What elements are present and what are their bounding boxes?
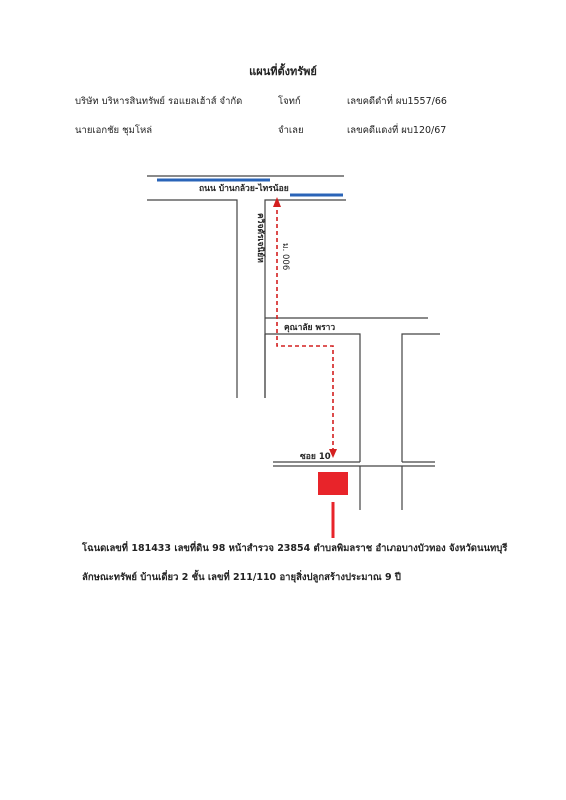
property-info: ลักษณะทรัพย์ บ้านเดี่ยว 2 ชั้น เลขที่ 211/110 อายุสิ่งปลูกสร้างประมาณ 9 ปี [82,572,401,583]
defendant-name: นายเอกชัย ชุมโหล่ [75,125,153,136]
plaintiff-role: โจทก์ [278,96,301,107]
main-road [147,176,346,398]
soi-label: ซอย 10 [300,452,331,462]
property-marker [318,472,348,495]
soi-road [273,462,435,510]
red-case-number: เลขคดีแดงที่ ผบ120/67 [347,125,447,136]
deed-info: โฉนดเลขที่ 181433 เลขที่ดิน 98 หน้าสำรวจ 23854 ตำบลพิมลราช อำเภอบางบัวทอง จังหวัดนนทบุรี [82,543,508,554]
cross-road [265,318,440,462]
cross-road-label: คุณาลัย พราว [284,323,336,333]
plaintiff-name: บริษัท บริหารสินทรัพย์ รอแยลเฮ้าส์ จำกัด [75,96,243,107]
black-case-number: เลขคดีดำที่ ผบ1557/66 [347,96,447,107]
page-title: แผนที่ตั้งทรัพย์ [249,65,317,78]
main-road-label: ถนน บ้านกล้วย-ไทรน้อย [199,184,289,194]
distance-label: ม. 006 [280,243,290,271]
vertical-road-label: ควิจตัรเจนิย์ห [255,213,265,263]
defendant-role: จำเลย [278,125,304,136]
route-arrow-up-icon [273,197,281,207]
